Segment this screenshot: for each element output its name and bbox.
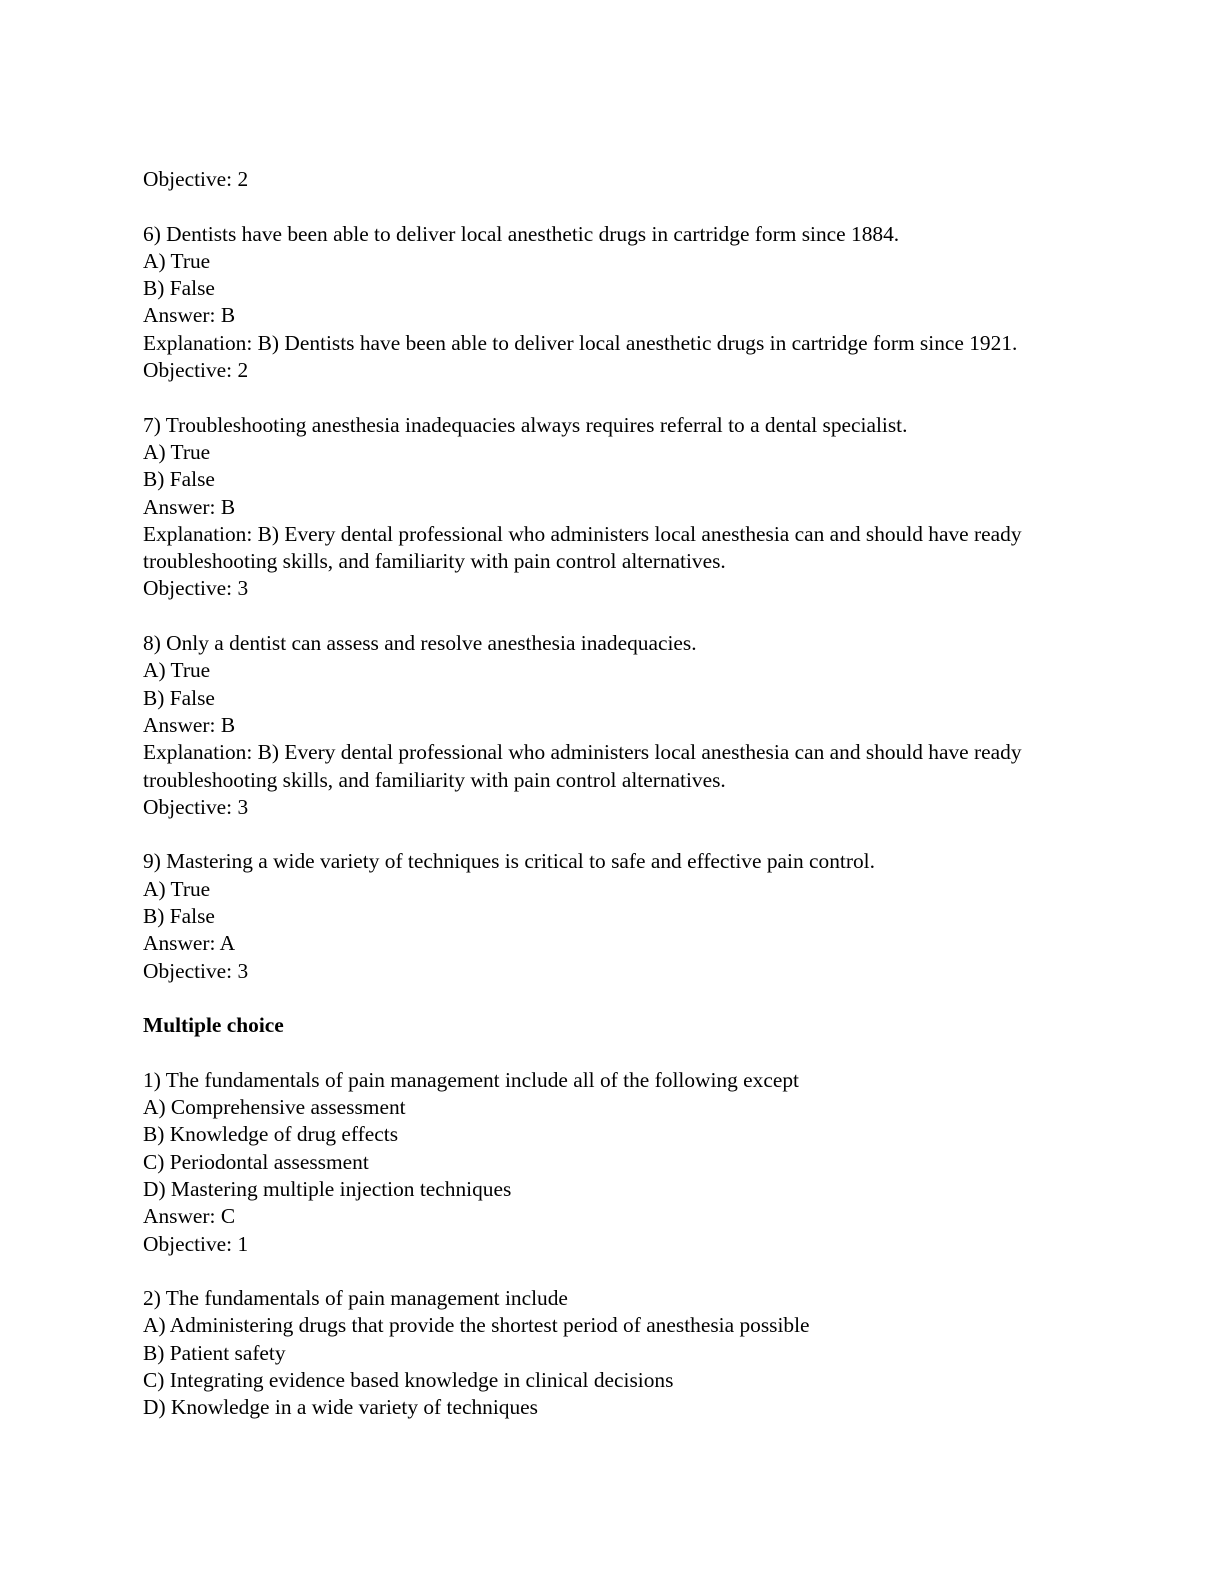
answer-line: Answer: B xyxy=(143,494,236,519)
option-b: B) False xyxy=(143,904,215,929)
explanation-text: Explanation: B) Every dental professional who administers local anesthesia can and should have ready troubleshooting skills, and familiarity with pain control alternatives. xyxy=(143,740,1022,792)
question-text: 6) Dentists have been able to deliver local anesthetic drugs in cartridge form since 1884. xyxy=(143,221,900,246)
spacer xyxy=(143,603,1083,630)
option-a: A) True xyxy=(143,876,211,901)
question-text: 7) Troubleshooting anesthesia inadequacies always requires referral to a dental specialist. xyxy=(143,412,908,437)
objective-line: Objective: 2 xyxy=(143,358,249,383)
question-text: 9) Mastering a wide variety of techniques is critical to safe and effective pain control. xyxy=(143,849,875,874)
spacer xyxy=(143,1040,1083,1067)
option-c: C) Integrating evidence based knowledge in clinical decisions xyxy=(143,1368,674,1393)
question-block xyxy=(143,630,1083,821)
option-d: D) Knowledge in a wide variety of techniques xyxy=(143,1395,539,1420)
option-a: A) Comprehensive assessment xyxy=(143,1095,406,1120)
option-b: B) False xyxy=(143,685,215,710)
question-text: 1) The fundamentals of pain management include all of the following except xyxy=(143,1067,799,1092)
spacer xyxy=(143,193,1083,220)
section-heading: Multiple choice xyxy=(143,1013,284,1038)
option-b: B) False xyxy=(143,467,215,492)
question-text: 8) Only a dentist can assess and resolve anesthesia inadequacies. xyxy=(143,631,697,656)
spacer xyxy=(143,985,1083,1012)
option-b: B) Knowledge of drug effects xyxy=(143,1122,399,1147)
answer-line: Answer: B xyxy=(143,303,236,328)
objective-line: Objective: 3 xyxy=(143,958,249,983)
option-a: A) Administering drugs that provide the shortest period of anesthesia possible xyxy=(143,1313,810,1338)
spacer xyxy=(143,821,1083,848)
answer-line: Answer: B xyxy=(143,712,236,737)
objective-line: Objective: 1 xyxy=(143,1231,249,1256)
explanation-text: Explanation: B) Every dental professional who administers local anesthesia can and should have ready troubleshooting skills, and familiarity with pain control alternatives. xyxy=(143,521,1022,574)
option-d: D) Mastering multiple injection techniques xyxy=(143,1176,512,1201)
question-block xyxy=(143,221,1083,385)
option-a: A) True xyxy=(143,658,211,683)
option-b: B) False xyxy=(143,276,215,301)
objective-line: Objective: 3 xyxy=(143,794,249,819)
answer-line: Answer: A xyxy=(143,931,236,956)
explanation-text: Explanation: B) Dentists have been able to deliver local anesthetic drugs in cartridge form since 1921. xyxy=(143,330,1018,355)
question-block xyxy=(143,1285,1083,1421)
objective-line: Objective: 2 xyxy=(143,167,249,191)
question-block xyxy=(143,848,1083,984)
question-block xyxy=(143,412,1083,603)
option-c: C) Periodontal assessment xyxy=(143,1149,369,1174)
spacer xyxy=(143,384,1083,411)
option-a: A) True xyxy=(143,439,211,464)
question-text: 2) The fundamentals of pain management include xyxy=(143,1286,568,1311)
option-b: B) Patient safety xyxy=(143,1340,286,1365)
answer-line: Answer: C xyxy=(143,1204,236,1229)
document-page xyxy=(143,166,1083,1422)
option-a: A) True xyxy=(143,248,211,273)
question-block xyxy=(143,1067,1083,1258)
spacer xyxy=(143,1258,1083,1285)
objective-line: Objective: 3 xyxy=(143,576,249,601)
